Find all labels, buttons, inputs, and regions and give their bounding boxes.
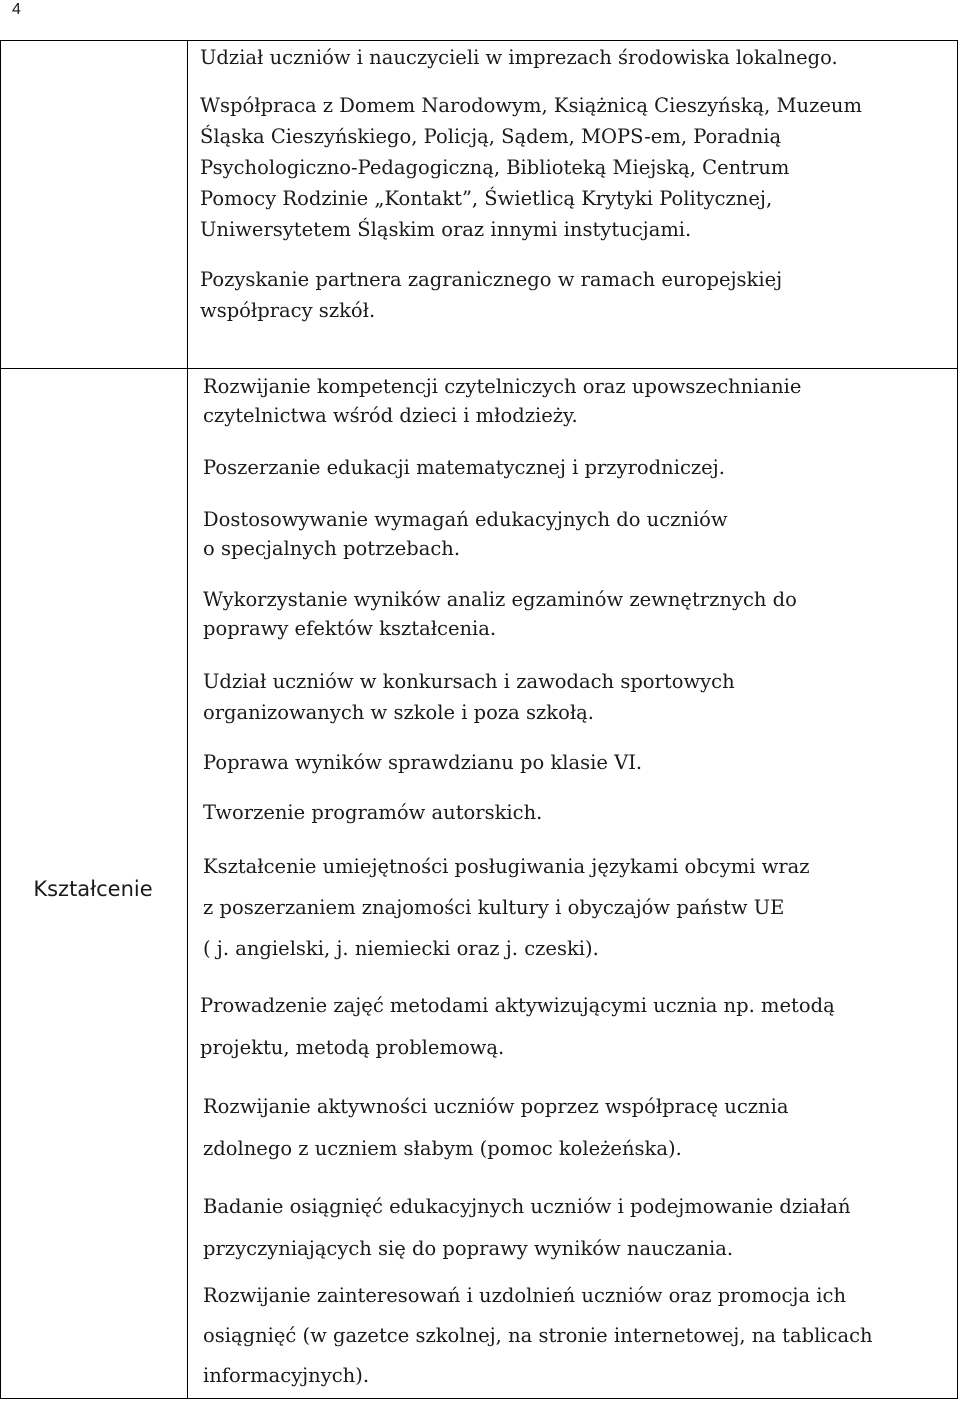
table-item-line: Rozwijanie aktywności uczniów poprzez współpracę ucznia <box>203 1095 789 1118</box>
table-item <box>203 846 810 969</box>
table-item-line: projektu, metodą problemową. <box>200 1036 505 1059</box>
table-item <box>203 1276 873 1396</box>
table-item <box>203 585 797 643</box>
table-item-line: informacyjnych). <box>203 1364 370 1387</box>
table-item-line: Tworzenie programów autorskich. <box>203 801 543 824</box>
table-border-left <box>0 40 1 1399</box>
table-item <box>203 372 801 430</box>
table-item-line: Udział uczniów i nauczycieli w imprezach środowiska lokalnego. <box>200 46 838 69</box>
table-border-right <box>957 40 958 1399</box>
table-item-line: z poszerzaniem znajomości kultury i obyczajów państw UE <box>203 896 785 919</box>
table-item-line: Dostosowywanie wymagań edukacyjnych do uczniów <box>203 508 728 531</box>
table-item <box>203 453 725 482</box>
table-item-line: współpracy szkół. <box>200 299 376 322</box>
table-item-line: Udział uczniów w konkursach i zawodach sportowych <box>203 670 735 693</box>
table-item <box>203 666 735 728</box>
table-item <box>203 1086 788 1170</box>
table-item <box>203 505 728 563</box>
table-item-line: Badanie osiągnięć edukacyjnych uczniów i podejmowanie działań <box>203 1195 851 1218</box>
row-label-ksztalcenie: Kształcenie <box>33 877 153 901</box>
table-item-line: Rozwijanie zainteresowań i uzdolnień uczniów oraz promocja ich <box>203 1284 847 1307</box>
table-item-line: Rozwijanie kompetencji czytelniczych oraz upowszechnianie <box>203 375 802 398</box>
table-border-bottom <box>0 1398 958 1399</box>
page-number: 4 <box>12 1 21 18</box>
table-item-line: Pomocy Rodzinie „Kontakt”, Świetlicą Krytyki Politycznej, <box>200 187 773 210</box>
table-item-line: Poszerzanie edukacji matematycznej i przyrodniczej. <box>203 456 725 479</box>
table-item-line: ( j. angielski, j. niemiecki oraz j. czeski). <box>203 937 599 960</box>
table-item <box>200 264 782 326</box>
table-item-line: osiągnięć (w gazetce szkolnej, na stronie internetowej, na tablicach <box>203 1324 873 1347</box>
table-column-divider <box>187 40 188 1399</box>
table-item <box>203 1186 851 1270</box>
table-item-line: Psychologiczno-Pedagogiczną, Biblioteką Miejską, Centrum <box>200 156 790 179</box>
table-item-line: zdolnego z uczniem słabym (pomoc koleżeńska). <box>203 1137 682 1160</box>
table-item <box>200 985 835 1069</box>
table-item-line: Kształcenie umiejętności posługiwania językami obcymi wraz <box>203 855 810 878</box>
table-border-top <box>0 40 958 41</box>
table-item-line: przyczyniających się do poprawy wyników nauczania. <box>203 1237 734 1260</box>
table-item-line: Śląska Cieszyńskiego, Policją, Sądem, MOPS-em, Poradnią <box>200 125 782 148</box>
table-item-line: organizowanych w szkole i poza szkołą. <box>203 701 594 724</box>
table-item-line: Współpraca z Domem Narodowym, Książnicą Cieszyńską, Muzeum <box>200 94 862 117</box>
table-item-line: Prowadzenie zajęć metodami aktywizującymi ucznia np. metodą <box>200 994 835 1017</box>
table-item <box>200 42 838 73</box>
table-item-line: Uniwersytetem Śląskim oraz innymi instytucjami. <box>200 218 692 241</box>
table-item-line: poprawy efektów kształcenia. <box>203 617 497 640</box>
table-item <box>200 90 862 245</box>
table-item <box>203 797 542 828</box>
table-item-line: czytelnictwa wśród dzieci i młodzieży. <box>203 404 578 427</box>
table-item <box>203 747 642 778</box>
table-item-line: Pozyskanie partnera zagranicznego w ramach europejskiej <box>200 268 783 291</box>
table-item-line: o specjalnych potrzebach. <box>203 537 461 560</box>
table-item-line: Wykorzystanie wyników analiz egzaminów zewnętrznych do <box>203 588 797 611</box>
table-row-divider <box>0 368 958 369</box>
table-item-line: Poprawa wyników sprawdzianu po klasie VI. <box>203 751 643 774</box>
